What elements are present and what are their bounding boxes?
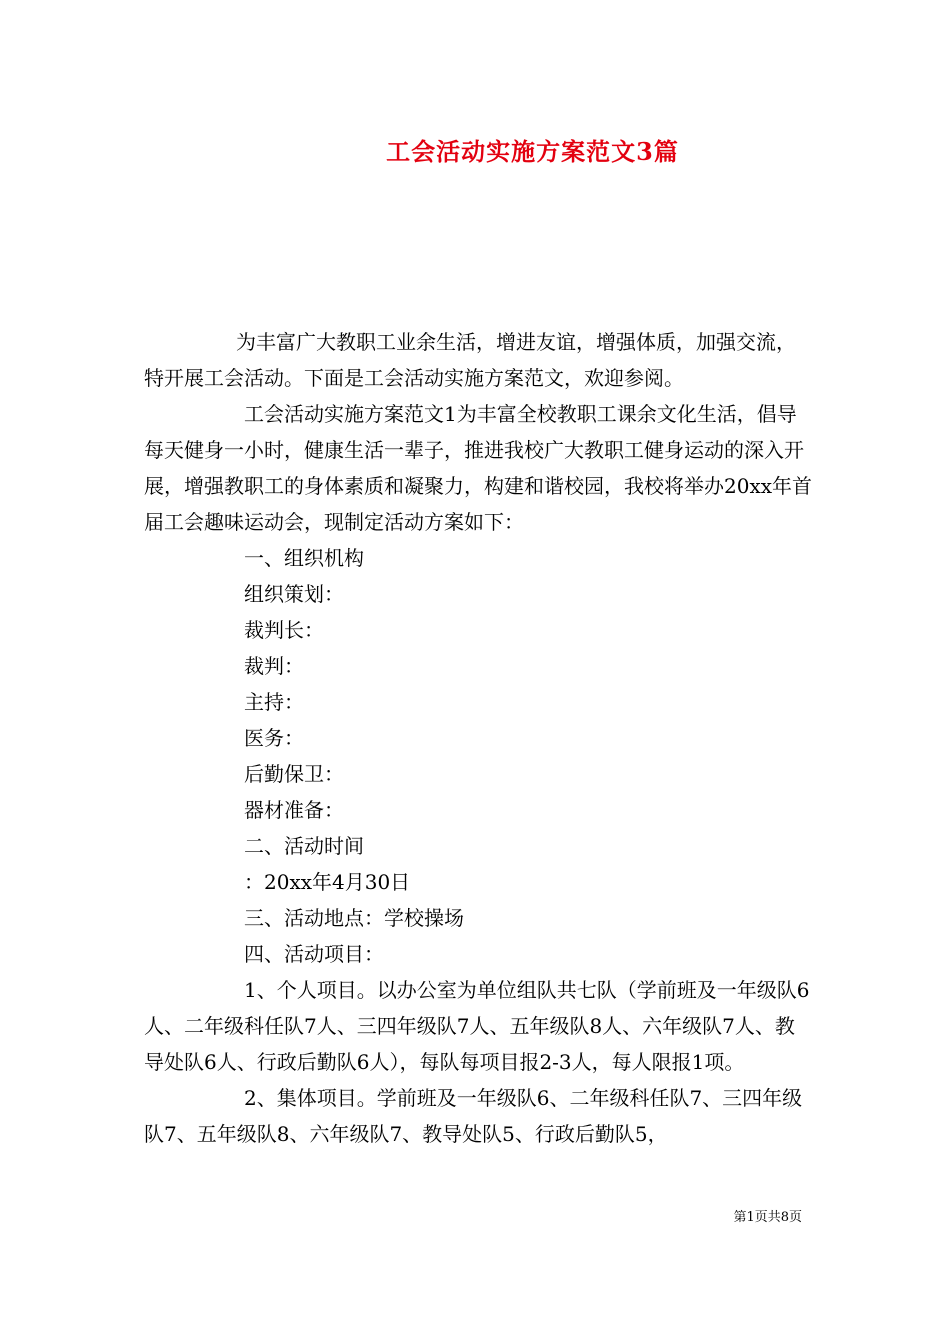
list-item: 三、活动地点：学校操场 [244,906,464,930]
list-item: 器材准备： [244,798,344,822]
list-item: 裁判长： [244,618,324,642]
intro-paragraph: 为丰富广大教职工业余生活，增进友谊，增强体质，加强交流，特开展工会活动。下面是工会活动实施方案范文，欢迎参阅。 [144,330,796,390]
document-title: 工会活动实施方案范文3篇 [386,137,679,166]
plan-paragraph: 工会活动实施方案范文1为丰富全校教职工课余文化生活，倡导每天健身一小时，健康生活一辈子，推进我校广大教职工健身运动的深入开展，增强教职工的身体素质和凝聚力，构建和谐校园，我校将举办20xx年首届工会趣味运动会，现制定活动方案如下： [144,402,813,534]
list-item: 医务： [244,726,304,750]
list-item: 四、活动项目： [244,942,384,966]
individual-events-paragraph: 1、个人项目。以办公室为单位组队共七队（学前班及一年级队6人、二年级科任队7人、三四年级队7人、五年级队8人、六年级队7人、教导处队6人、行政后勤队6人），每队每项目报2-3人，每人限报1项。 [144,978,810,1074]
list-item: 后勤保卫： [244,762,344,786]
list-item: 主持： [244,690,304,714]
list-item: 一、组织机构 [244,546,364,570]
page-number: 第1页共8页 [733,1210,802,1225]
group-events-paragraph: 2、集体项目。学前班及一年级队6、二年级科任队7、三四年级队7、五年级队8、六年级队7、教导处队5、行政后勤队5， [144,1086,803,1146]
list-item: 二、活动时间 [244,834,364,858]
document-body [144,324,814,1152]
list-item: 组织策划： [244,582,344,606]
list-item: ：20xx年4月30日 [244,870,411,894]
list-item: 裁判： [244,654,304,678]
